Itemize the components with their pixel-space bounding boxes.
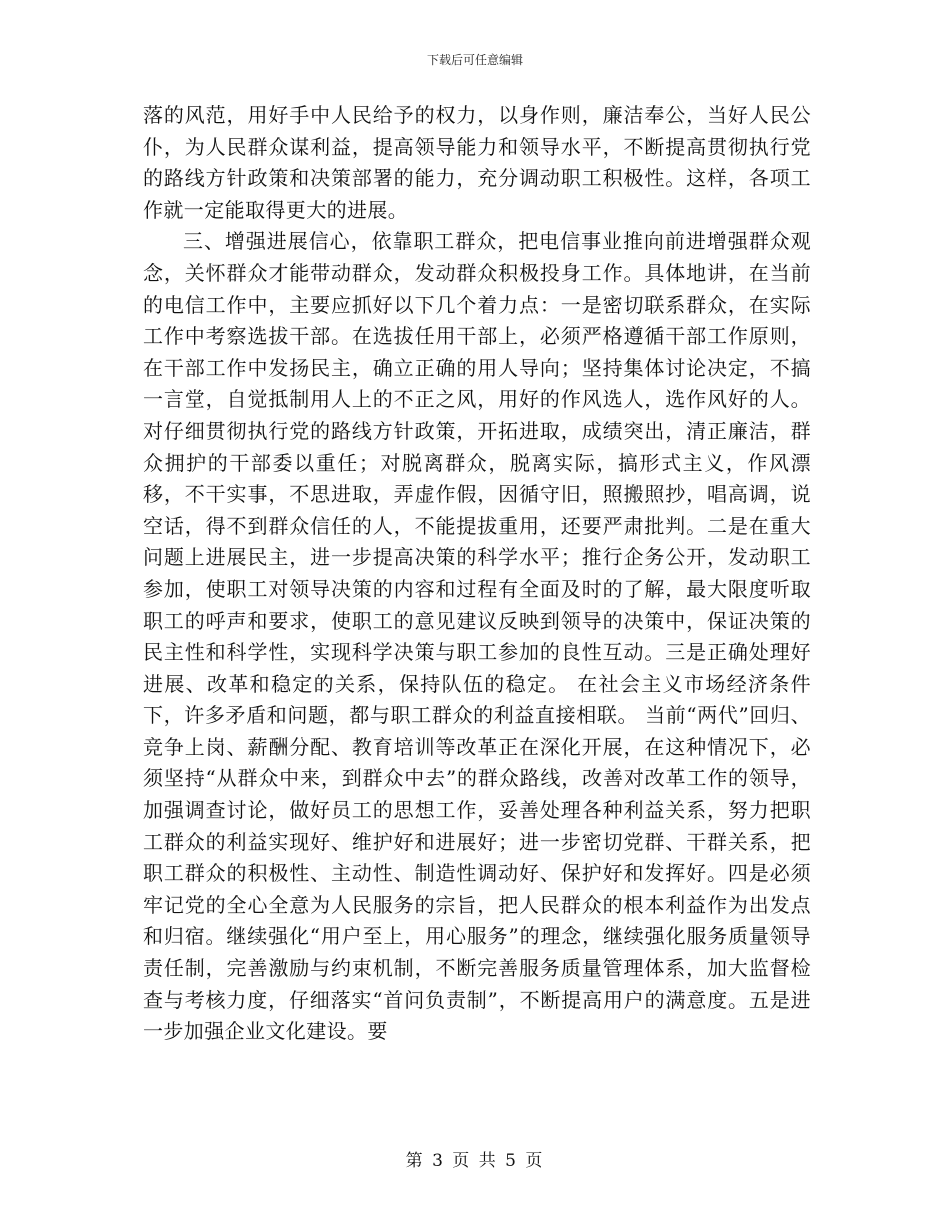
document-body xyxy=(143,100,811,1048)
page-number-footer: 第 3 页 共 5 页 xyxy=(405,1151,545,1171)
page-header-note: 下载后可任意编辑 xyxy=(426,53,523,67)
body-paragraph-section-three: 三、增强进展信心，依靠职工群众，把电信事业推向前进增强群众观念，关怀群众才能带动群众，发动群众积极投身工作。具体地讲，在当前的电信工作中，主要应抓好以下几个着力点：一是密切联系群众，在实际工作中考察选拔干部。在选拔任用干部上，必须严格遵循干部工作原则，在干部工作中发扬民主，确立正确的用人导向；坚持集体讨论决定，不搞一言堂，自觉抵制用人上的不正之风，用好的作风选人，选作风好的人。对仔细贯彻执行党的路线方针政策，开拓进取，成绩突出，清正廉洁，群众拥护的干部委以重任；对脱离群众，脱离实际，搞形式主义，作风漂移，不干实事，不思进取，弄虚作假，因循守旧，照搬照抄，唱高调，说空话，得不到群众信任的人，不能提拔重用，还要严肃批判。二是在重大问题上进展民主，进一步提高决策的科学水平；推行企务公开，发动职工参加，使职工对领导决策的内容和过程有全面及时的了解，最大限度听取职工的呼声和要求，使职工的意见建议反映到领导的决策中，保证决策的民主性和科学性，实现科学决策与职工参加的良性互动。三是正确处理好进展、改革和稳定的关系，保持队伍的稳定。 在社会主义市场经济条件下，许多矛盾和问题，都与职工群众的利益直接相联。 当前“两代”回归、竞争上岗、薪酬分配、教育培训等改革正在深化开展，在这种情况下，必须坚持“从群众中来，到群众中去”的群众路线，改善对改革工作的领导，加强调查讨论，做好员工的思想工作，妥善处理各种利益关系，努力把职工群众的利益实现好、维护好和进展好；进一步密切党群、干群关系，把职工群众的积极性、主动性、制造性调动好、保护好和发挥好。四是必须牢记党的全心全意为人民服务的宗旨，把人民群众的根本利益作为出发点和归宿。继续强化“用户至上，用心服务”的理念，继续强化服务质量领导责任制，完善激励与约束机制，不断完善服务质量管理体系，加大监督检查与考核力度，仔细落实“首问负责制”，不断提高用户的满意度。五是进一步加强企业文化建设。要 xyxy=(143,229,811,1044)
body-paragraph-continued: 落的风范，用好手中人民给予的权力，以身作则，廉洁奉公，当好人民公仆，为人民群众谋利益，提高领导能力和领导水平，不断提高贯彻执行党的路线方针政策和决策部署的能力，充分调动职工积极性。这样，各项工作就一定能取得更大的进展。 xyxy=(143,103,811,222)
